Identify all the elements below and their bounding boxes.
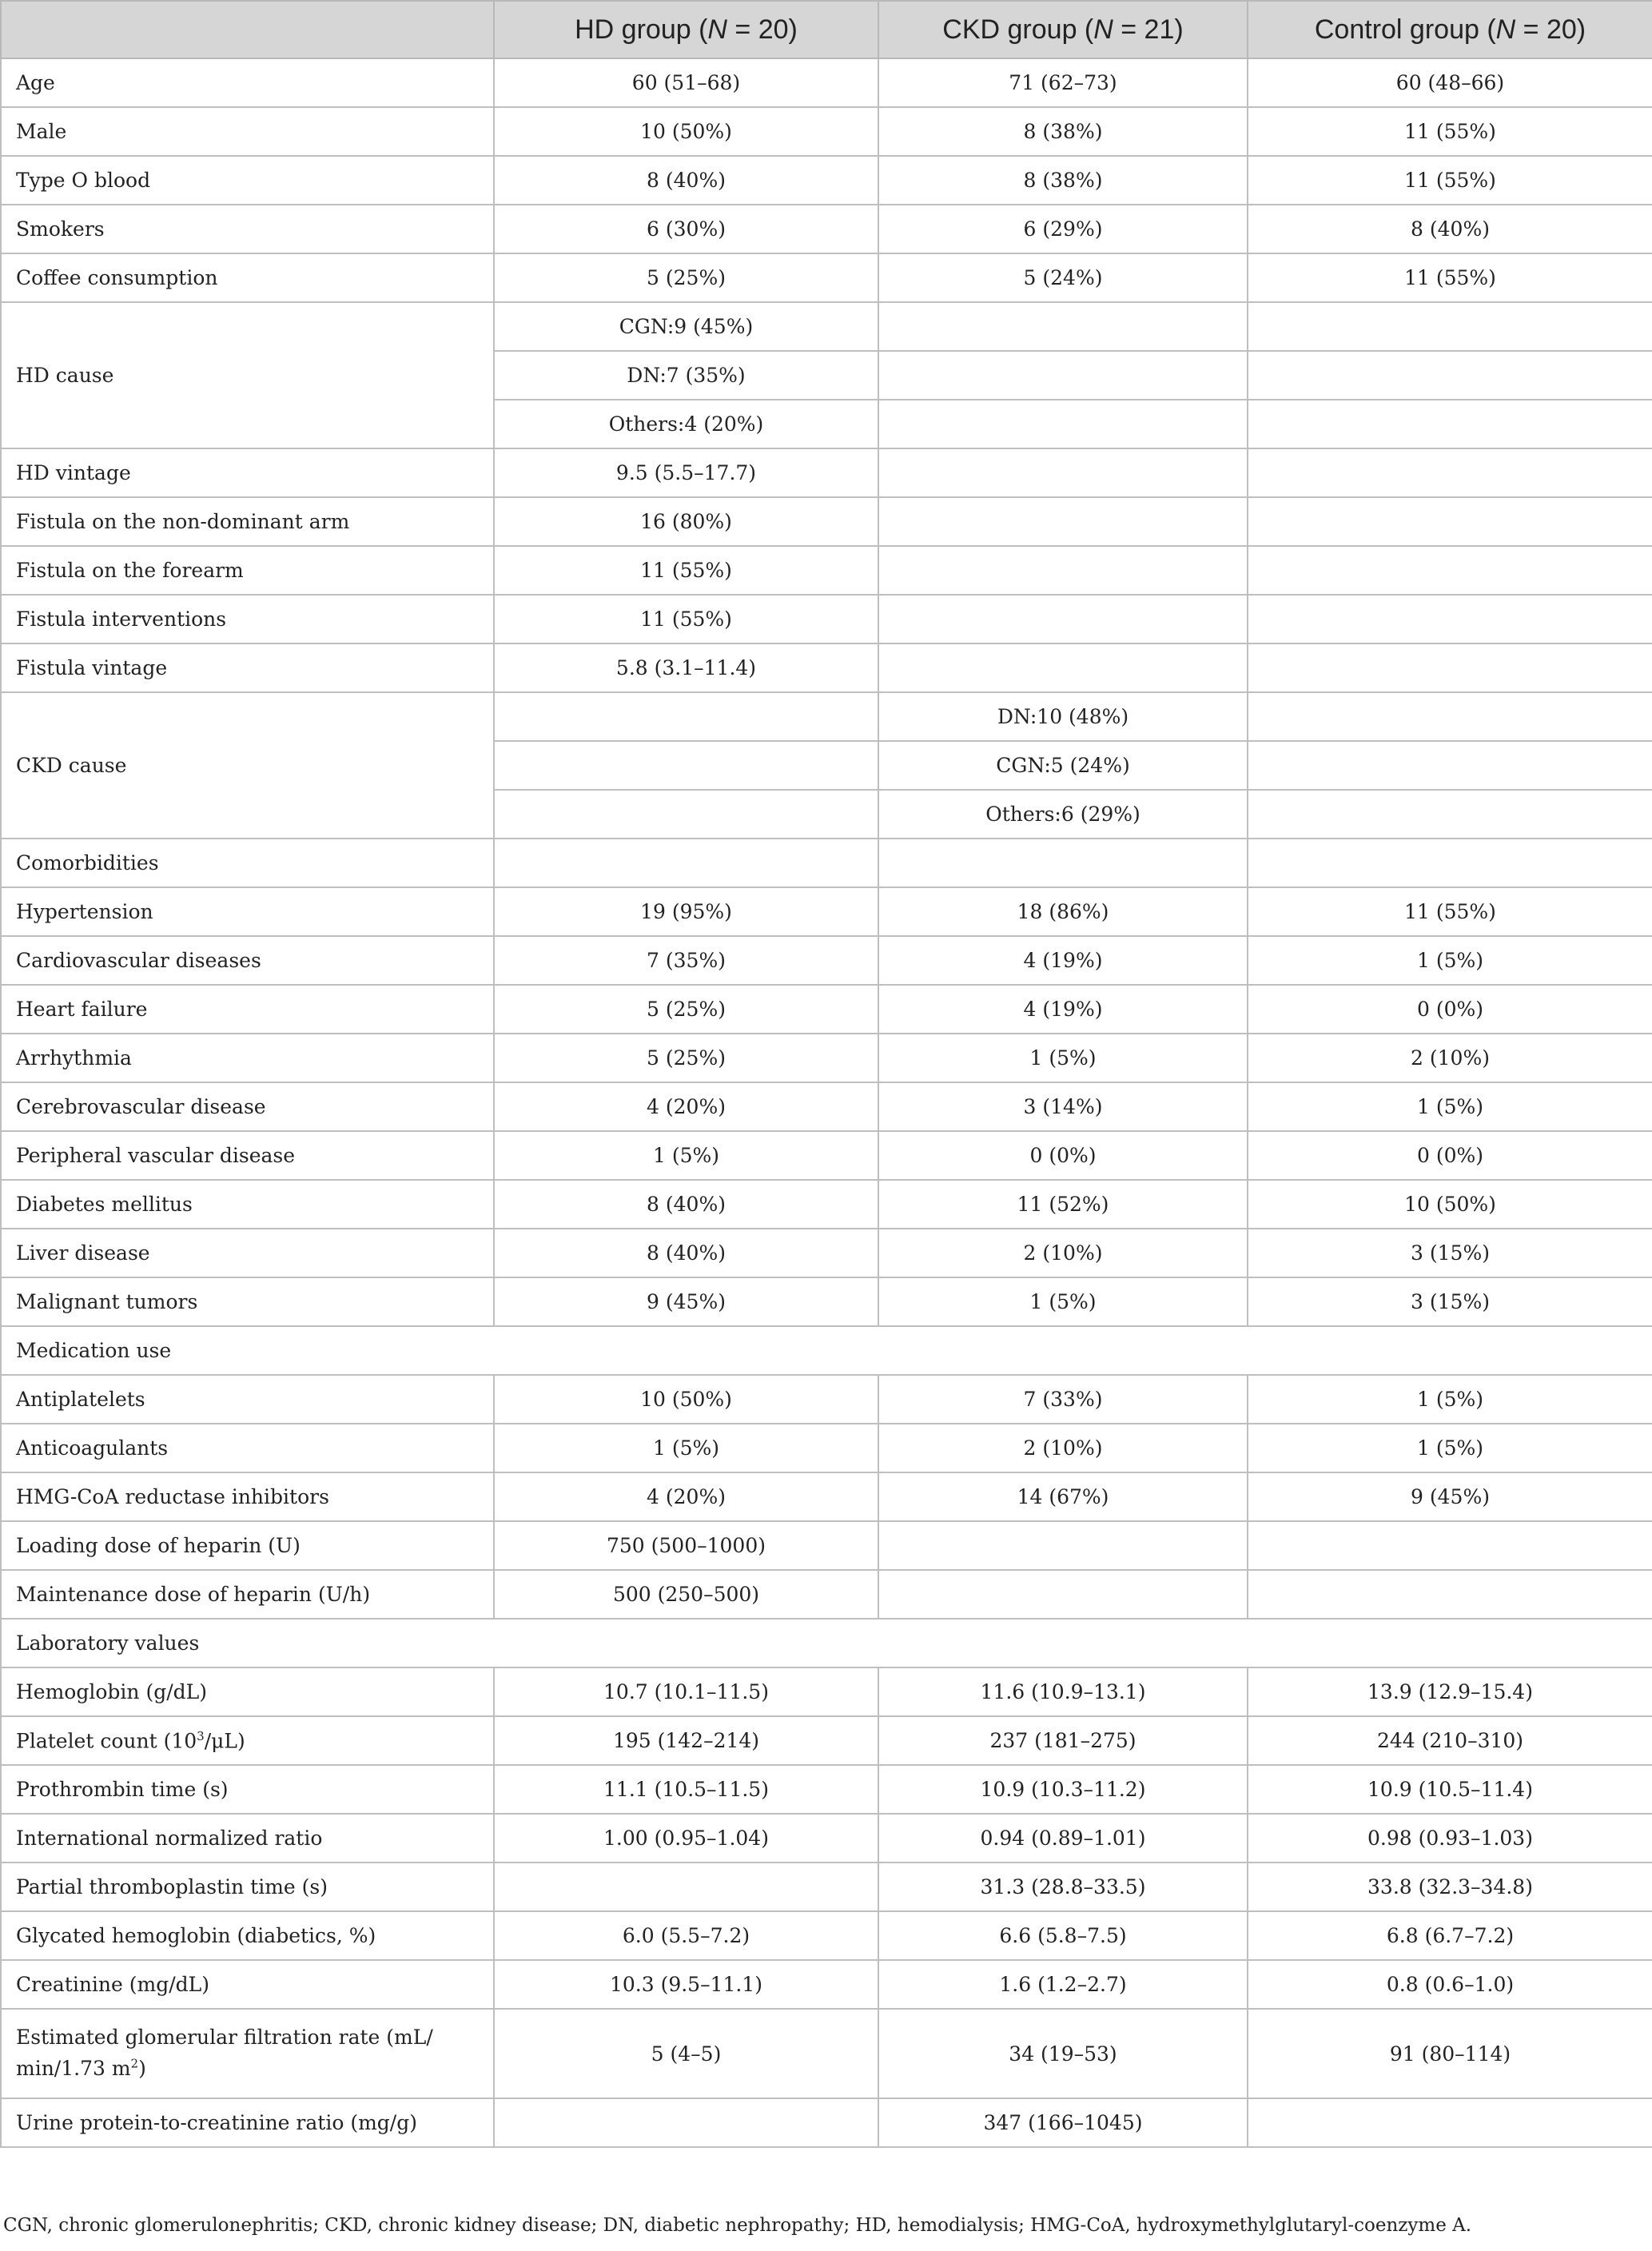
cell-ckd: 11 (52%): [878, 1180, 1248, 1229]
cell-hd: [494, 1863, 878, 1911]
cell-control: 1 (5%): [1248, 1375, 1652, 1424]
cell-hd: 1 (5%): [494, 1424, 878, 1472]
cell-ckd: [878, 1570, 1248, 1619]
cell-ckd: 4 (19%): [878, 985, 1248, 1034]
table-row: [1, 253, 1652, 302]
header-corner: [1, 1, 494, 58]
cell-hd: 1.00 (0.95–1.04): [494, 1814, 878, 1863]
header-row: [1, 1, 1652, 58]
row-label: Diabetes mellitus: [1, 1180, 494, 1229]
header-hd-group: HD group (N = 20): [494, 1, 878, 58]
table-row: [1, 107, 1652, 156]
cell-control: [1248, 448, 1652, 497]
cell-hd: [494, 2098, 878, 2147]
cell-hd: 10.7 (10.1–11.5): [494, 1667, 878, 1716]
cell-ckd: 0.94 (0.89–1.01): [878, 1814, 1248, 1863]
cell-control: 0.8 (0.6–1.0): [1248, 1960, 1652, 2009]
cell-control: [1248, 1521, 1652, 1570]
row-label: Comorbidities: [1, 839, 494, 887]
cell-hd: 9 (45%): [494, 1277, 878, 1326]
cell-hd: 5.8 (3.1–11.4): [494, 643, 878, 692]
row-label: Urine protein-to-creatinine ratio (mg/g): [1, 2098, 494, 2147]
cell-control: [1248, 302, 1652, 351]
cell-ckd: 31.3 (28.8–33.5): [878, 1863, 1248, 1911]
cell-control: 33.8 (32.3–34.8): [1248, 1863, 1652, 1911]
cell-control: 11 (55%): [1248, 887, 1652, 936]
row-label-hd-cause: HD cause: [1, 302, 494, 448]
table-footnote: CGN, chronic glomerulonephritis; CKD, chronic kidney disease; DN, diabetic nephropathy; HD, hemodialysis; HMG-CoA, hydroxymethylglutaryl-coenzyme A.: [3, 2215, 1472, 2236]
row-label: Maintenance dose of heparin (U/h): [1, 1570, 494, 1619]
table-row: [1, 1131, 1652, 1180]
cell-control: [1248, 839, 1652, 887]
cell-control: 10.9 (10.5–11.4): [1248, 1765, 1652, 1814]
row-label: Partial thromboplastin time (s): [1, 1863, 494, 1911]
cell-ckd: [878, 1521, 1248, 1570]
section-row-laboratory: [1, 1619, 1652, 1667]
header-ckd-group: CKD group (N = 21): [878, 1, 1248, 58]
cell-control: [1248, 595, 1652, 643]
table-row: [1, 1667, 1652, 1716]
row-label: Prothrombin time (s): [1, 1765, 494, 1814]
row-label: Age: [1, 58, 494, 107]
cell-ckd: 1.6 (1.2–2.7): [878, 1960, 1248, 2009]
cell-control: 0 (0%): [1248, 1131, 1652, 1180]
table-row: [1, 1180, 1652, 1229]
cell-ckd: 1 (5%): [878, 1034, 1248, 1082]
cell-ckd: 14 (67%): [878, 1472, 1248, 1521]
cell-ckd: 34 (19–53): [878, 2009, 1248, 2098]
cell-control: 11 (55%): [1248, 107, 1652, 156]
cell-ckd: 6 (29%): [878, 205, 1248, 253]
cell-control: 11 (55%): [1248, 156, 1652, 205]
table-row: [1, 1911, 1652, 1960]
cell-control: [1248, 1570, 1652, 1619]
cell-hd: 5 (25%): [494, 253, 878, 302]
cell-ckd: 8 (38%): [878, 107, 1248, 156]
cell-ckd: [878, 643, 1248, 692]
cell-hd: 8 (40%): [494, 1180, 878, 1229]
cell-hd: 7 (35%): [494, 936, 878, 985]
row-label: Smokers: [1, 205, 494, 253]
table-row: [1, 1277, 1652, 1326]
cell-hd: 8 (40%): [494, 156, 878, 205]
table-row: [1, 1034, 1652, 1082]
cell-control: [1248, 741, 1652, 790]
cell-hd: 16 (80%): [494, 497, 878, 546]
row-label: Cerebrovascular disease: [1, 1082, 494, 1131]
table-row: [1, 497, 1652, 546]
cell-control: 2 (10%): [1248, 1034, 1652, 1082]
cell-ckd: 3 (14%): [878, 1082, 1248, 1131]
row-label: Hemoglobin (g/dL): [1, 1667, 494, 1716]
table-row: [1, 936, 1652, 985]
cell-hd: 6.0 (5.5–7.2): [494, 1911, 878, 1960]
cell-hd: 11 (55%): [494, 546, 878, 595]
cell-hd: 60 (51–68): [494, 58, 878, 107]
cell-ckd: 347 (166–1045): [878, 2098, 1248, 2147]
row-label: HD vintage: [1, 448, 494, 497]
cell-control: 60 (48–66): [1248, 58, 1652, 107]
cell-control: 3 (15%): [1248, 1277, 1652, 1326]
table-row: [1, 546, 1652, 595]
cell-ckd: [878, 546, 1248, 595]
cell-control: 11 (55%): [1248, 253, 1652, 302]
row-label: Creatinine (mg/dL): [1, 1960, 494, 2009]
cell-ckd: [878, 400, 1248, 448]
cell-ckd: [878, 595, 1248, 643]
row-label: HMG-CoA reductase inhibitors: [1, 1472, 494, 1521]
cell-ckd: 8 (38%): [878, 156, 1248, 205]
cell-ckd: [878, 302, 1248, 351]
cell-ckd: 237 (181–275): [878, 1716, 1248, 1765]
table-row: [1, 839, 1652, 887]
cell-control: 1 (5%): [1248, 1082, 1652, 1131]
cell-hd: 500 (250–500): [494, 1570, 878, 1619]
table-row: [1, 1863, 1652, 1911]
cell-control: 3 (15%): [1248, 1229, 1652, 1277]
row-label: Heart failure: [1, 985, 494, 1034]
cell-ckd: 11.6 (10.9–13.1): [878, 1667, 1248, 1716]
cell-ckd: 1 (5%): [878, 1277, 1248, 1326]
cell-hd: [494, 839, 878, 887]
table-row: [1, 1960, 1652, 2009]
cell-control: 91 (80–114): [1248, 2009, 1652, 2098]
cell-hd: [494, 692, 878, 741]
cell-control: 9 (45%): [1248, 1472, 1652, 1521]
row-label: Type O blood: [1, 156, 494, 205]
cell-ckd: DN:10 (48%): [878, 692, 1248, 741]
cell-ckd: 0 (0%): [878, 1131, 1248, 1180]
cell-control: 244 (210–310): [1248, 1716, 1652, 1765]
table-row: [1, 1375, 1652, 1424]
cell-hd: 195 (142–214): [494, 1716, 878, 1765]
cell-hd: Others:4 (20%): [494, 400, 878, 448]
table-row: [1, 1716, 1652, 1765]
table-row: [1, 1814, 1652, 1863]
table-row: [1, 2009, 1652, 2098]
cell-hd: 1 (5%): [494, 1131, 878, 1180]
section-label: Laboratory values: [1, 1619, 1652, 1667]
row-label: Estimated glomerular filtration rate (mL/ min/1.73 $m^2$): [1, 2009, 494, 2098]
table-row: [1, 205, 1652, 253]
cell-hd: 11 (55%): [494, 595, 878, 643]
cell-hd: [494, 741, 878, 790]
cell-control: [1248, 2098, 1652, 2147]
cell-ckd: Others:6 (29%): [878, 790, 1248, 839]
table-row: [1, 1472, 1652, 1521]
cell-hd: 8 (40%): [494, 1229, 878, 1277]
cell-hd: 10 (50%): [494, 1375, 878, 1424]
cell-ckd: 18 (86%): [878, 887, 1248, 936]
table-row: [1, 58, 1652, 107]
row-label: Antiplatelets: [1, 1375, 494, 1424]
row-label: Anticoagulants: [1, 1424, 494, 1472]
table-row: [1, 595, 1652, 643]
row-label: Glycated hemoglobin (diabetics, %): [1, 1911, 494, 1960]
cell-ckd: [878, 839, 1248, 887]
section-label: Medication use: [1, 1326, 1652, 1375]
cell-hd: 6 (30%): [494, 205, 878, 253]
cell-hd: DN:7 (35%): [494, 351, 878, 400]
cell-control: [1248, 497, 1652, 546]
cell-ckd: 10.9 (10.3–11.2): [878, 1765, 1248, 1814]
table-row: [1, 1521, 1652, 1570]
row-label: International normalized ratio: [1, 1814, 494, 1863]
cell-ckd: [878, 448, 1248, 497]
cell-control: 8 (40%): [1248, 205, 1652, 253]
cell-hd: 19 (95%): [494, 887, 878, 936]
cell-ckd: 2 (10%): [878, 1424, 1248, 1472]
cell-hd: 5 (25%): [494, 985, 878, 1034]
table-row: [1, 887, 1652, 936]
cell-control: [1248, 546, 1652, 595]
cell-control: 6.8 (6.7–7.2): [1248, 1911, 1652, 1960]
row-label: Loading dose of heparin (U): [1, 1521, 494, 1570]
row-label: Liver disease: [1, 1229, 494, 1277]
cell-ckd: 71 (62–73): [878, 58, 1248, 107]
table-row: [1, 692, 1652, 741]
cell-control: [1248, 351, 1652, 400]
row-label: Peripheral vascular disease: [1, 1131, 494, 1180]
row-label: Fistula interventions: [1, 595, 494, 643]
row-label: Fistula on the forearm: [1, 546, 494, 595]
row-label: Malignant tumors: [1, 1277, 494, 1326]
table-row: [1, 1570, 1652, 1619]
cell-control: 13.9 (12.9–15.4): [1248, 1667, 1652, 1716]
table-row: [1, 985, 1652, 1034]
cell-control: [1248, 400, 1652, 448]
table-row: [1, 1424, 1652, 1472]
cell-hd: 750 (500–1000): [494, 1521, 878, 1570]
row-label: Hypertension: [1, 887, 494, 936]
cell-ckd: 6.6 (5.8–7.5): [878, 1911, 1248, 1960]
cell-hd: 5 (4–5): [494, 2009, 878, 2098]
cell-hd: [494, 790, 878, 839]
table-row: [1, 2098, 1652, 2147]
cell-control: 1 (5%): [1248, 936, 1652, 985]
table-row: [1, 643, 1652, 692]
cell-ckd: 7 (33%): [878, 1375, 1248, 1424]
row-label: Arrhythmia: [1, 1034, 494, 1082]
cell-control: [1248, 692, 1652, 741]
row-label: Platelet count $(10^3/\mu L)$: [1, 1716, 494, 1765]
cell-control: 0 (0%): [1248, 985, 1652, 1034]
cell-hd: 10.3 (9.5–11.1): [494, 1960, 878, 2009]
cell-ckd: CGN:5 (24%): [878, 741, 1248, 790]
header-control-group: Control group (N = 20): [1248, 1, 1652, 58]
table-row: [1, 1229, 1652, 1277]
cell-control: 10 (50%): [1248, 1180, 1652, 1229]
cell-hd: 11.1 (10.5–11.5): [494, 1765, 878, 1814]
cell-ckd: [878, 351, 1248, 400]
cell-hd: 4 (20%): [494, 1082, 878, 1131]
cell-ckd: 4 (19%): [878, 936, 1248, 985]
row-label: Fistula on the non-dominant arm: [1, 497, 494, 546]
cell-control: [1248, 643, 1652, 692]
section-row-medication: [1, 1326, 1652, 1375]
cell-ckd: [878, 497, 1248, 546]
cell-hd: CGN:9 (45%): [494, 302, 878, 351]
cell-hd: 5 (25%): [494, 1034, 878, 1082]
cell-ckd: 5 (24%): [878, 253, 1248, 302]
table-row: [1, 448, 1652, 497]
cell-control: 0.98 (0.93–1.03): [1248, 1814, 1652, 1863]
cell-ckd: 2 (10%): [878, 1229, 1248, 1277]
cell-control: 1 (5%): [1248, 1424, 1652, 1472]
cell-hd: 9.5 (5.5–17.7): [494, 448, 878, 497]
table-row: [1, 1765, 1652, 1814]
cell-hd: 4 (20%): [494, 1472, 878, 1521]
row-label: Coffee consumption: [1, 253, 494, 302]
table-row: [1, 156, 1652, 205]
cell-control: [1248, 790, 1652, 839]
row-label: Cardiovascular diseases: [1, 936, 494, 985]
row-label-ckd-cause: CKD cause: [1, 692, 494, 839]
table-row: [1, 302, 1652, 351]
table-row: [1, 1082, 1652, 1131]
cell-hd: 10 (50%): [494, 107, 878, 156]
row-label: Male: [1, 107, 494, 156]
row-label: Fistula vintage: [1, 643, 494, 692]
